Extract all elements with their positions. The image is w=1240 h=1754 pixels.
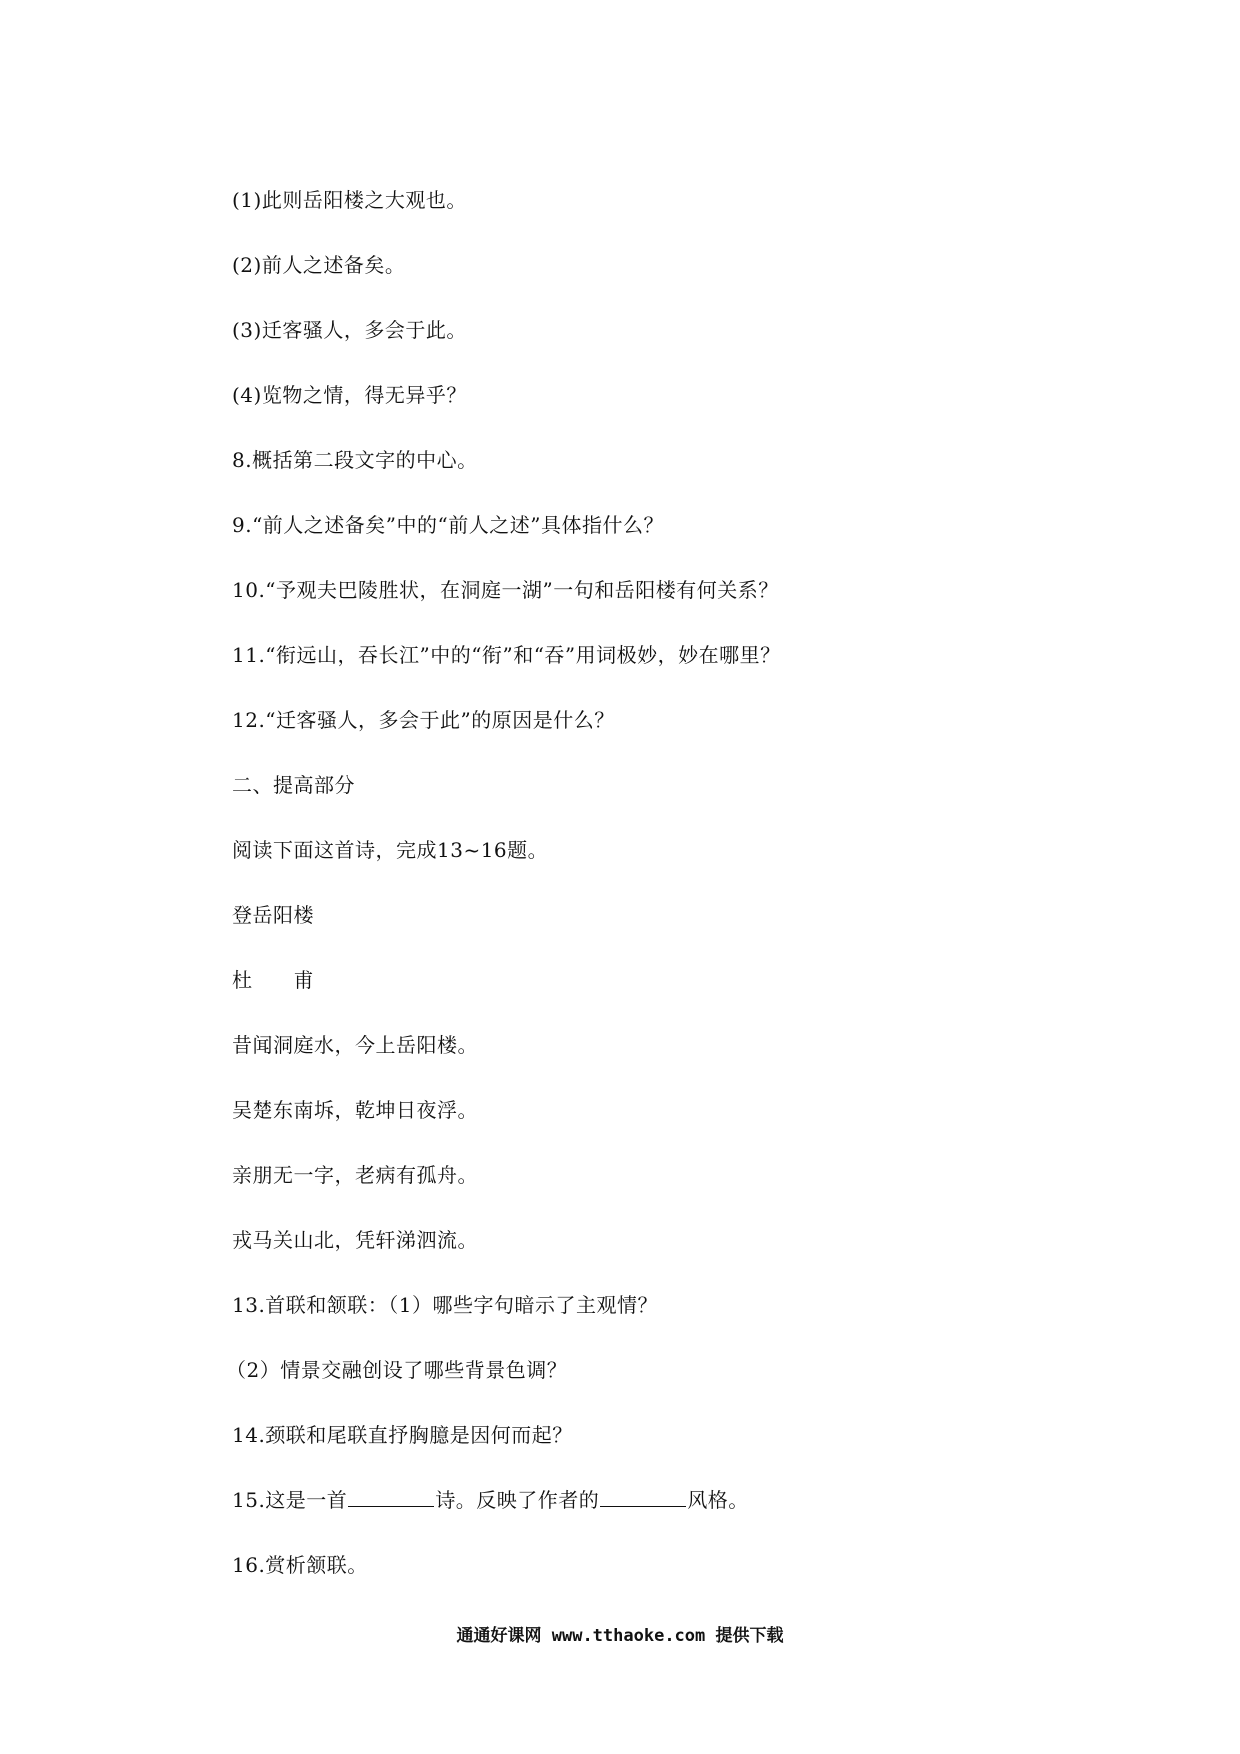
text-line: (3)迁客骚人，多会于此。 — [232, 318, 467, 342]
poem-line: 戎马关山北，凭轩涕泗流。 — [232, 1228, 478, 1252]
poem-line: 吴楚东南坼，乾坤日夜浮。 — [232, 1098, 478, 1122]
section-heading: 二、提高部分 — [232, 773, 355, 797]
question-14: 14.颈联和尾联直抒胸臆是因何而起？ — [232, 1423, 573, 1447]
question-12: 12.“迁客骚人，多会于此”的原因是什么？ — [232, 708, 615, 732]
question-13-part-2: （2）情景交融创设了哪些背景色调？ — [226, 1358, 568, 1382]
answer-blank-1[interactable] — [348, 1486, 434, 1507]
footer-source: 通通好课网 www.tthaoke.com 提供下载 — [456, 1626, 784, 1646]
question-8: 8.概括第二段文字的中心。 — [232, 448, 478, 472]
poem-line: 昔闻洞庭水，今上岳阳楼。 — [232, 1033, 478, 1057]
question-10: 10.“予观夫巴陵胜状，在洞庭一湖”一句和岳阳楼有何关系？ — [232, 578, 779, 602]
poem-author: 杜 甫 — [232, 968, 314, 992]
poem-title: 登岳阳楼 — [232, 903, 314, 927]
question-15-text-2: 诗。反映了作者的 — [435, 1488, 600, 1512]
question-15-text-1: 15.这是一首 — [232, 1488, 348, 1512]
question-16: 16.赏析颔联。 — [232, 1553, 368, 1577]
question-15-text-3: 风格。 — [687, 1488, 749, 1512]
poem-line: 亲朋无一字，老病有孤舟。 — [232, 1163, 478, 1187]
question-11: 11.“衔远山，吞长江”中的“衔”和“吞”用词极妙，妙在哪里？ — [232, 643, 781, 667]
question-9: 9.“前人之述备矣”中的“前人之述”具体指什么？ — [232, 513, 664, 537]
answer-blank-2[interactable] — [600, 1486, 686, 1507]
text-line: (4)览物之情，得无异乎？ — [232, 383, 467, 407]
instruction: 阅读下面这首诗，完成13~16题。 — [232, 838, 549, 862]
question-15 — [232, 1486, 749, 1514]
text-line: (2)前人之述备矣。 — [232, 253, 406, 277]
question-13: 13.首联和颔联：（1）哪些字句暗示了主观情？ — [232, 1293, 659, 1317]
text-line: (1)此则岳阳楼之大观也。 — [232, 188, 467, 212]
